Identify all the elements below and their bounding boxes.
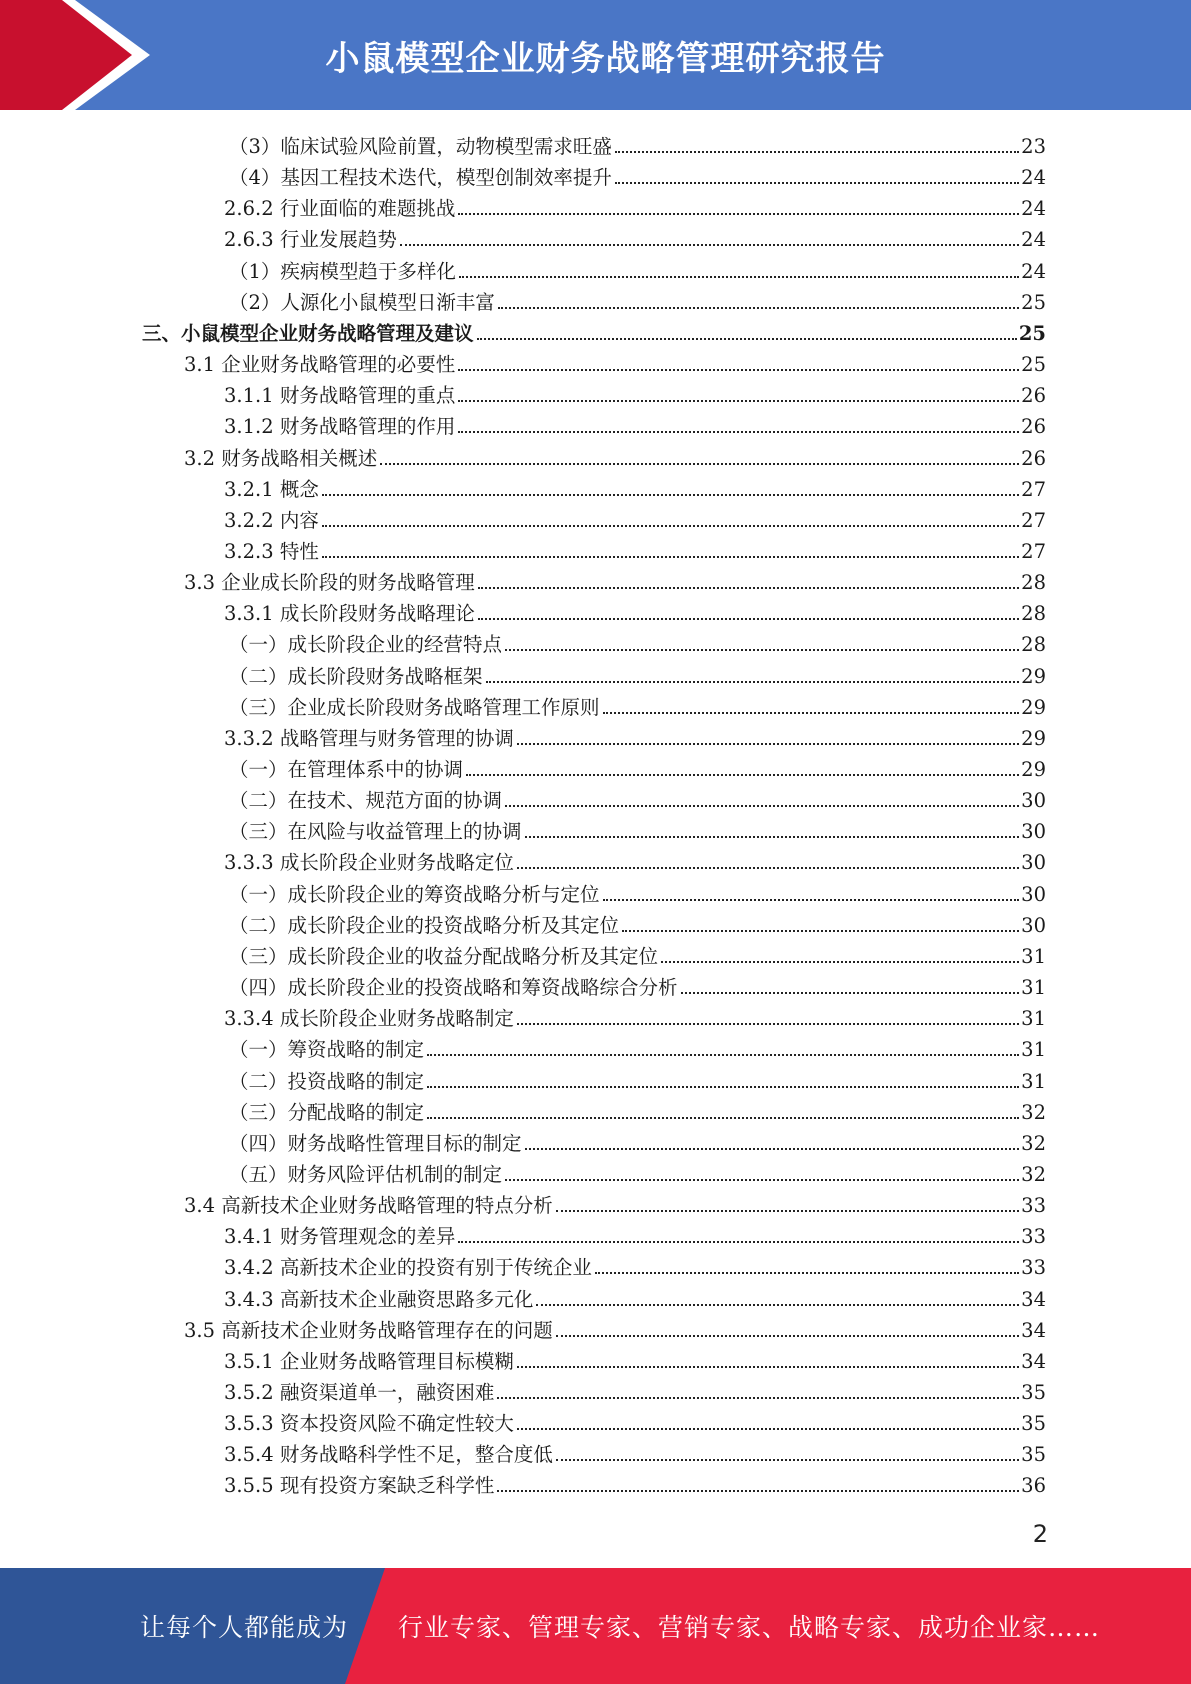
- toc-entry-page: 31: [1021, 1038, 1046, 1062]
- toc-entry-title: 3.2.2 内容: [224, 508, 319, 532]
- toc-entry-title: 3.5.2 融资渠道单一，融资困难: [224, 1381, 495, 1404]
- toc-entry-page: 23: [1021, 135, 1046, 158]
- toc-entry[interactable]: [224, 408, 1046, 439]
- toc-entry[interactable]: [229, 1094, 1046, 1125]
- toc-entry-title: （4）基因工程技术迭代，模型创制效率提升: [229, 166, 612, 190]
- toc-entry-page: 30: [1021, 851, 1046, 875]
- toc-entry[interactable]: [229, 253, 1046, 284]
- toc-entry-page: 32: [1021, 1131, 1046, 1155]
- toc-dot-leader: [517, 1428, 1019, 1430]
- toc-dot-leader: [615, 151, 1019, 153]
- toc-dot-leader: [380, 463, 1019, 465]
- toc-entry[interactable]: [229, 969, 1046, 1000]
- toc-entry[interactable]: [229, 626, 1046, 657]
- toc-entry-page: 28: [1021, 571, 1046, 595]
- toc-entry-page: 36: [1021, 1474, 1046, 1498]
- toc-entry-page: 24: [1021, 197, 1046, 221]
- toc-entry-title: （一）成长阶段企业的经营特点: [229, 633, 503, 657]
- toc-entry-page: 30: [1021, 789, 1046, 813]
- toc-entry-page: 26: [1021, 384, 1046, 408]
- toc-entry[interactable]: [224, 533, 1046, 564]
- toc-dot-leader: [622, 930, 1019, 932]
- toc-entry-title: （三）企业成长阶段财务战略管理工作原则: [229, 695, 600, 719]
- toc-entry-title: （五）财务风险评估机制的制定: [229, 1162, 503, 1186]
- toc-dot-leader: [458, 400, 1019, 402]
- toc-entry-page: 32: [1021, 1162, 1046, 1186]
- page-number: 2: [1032, 1520, 1048, 1548]
- toc-dot-leader: [556, 1459, 1019, 1461]
- toc-dot-leader: [517, 1366, 1019, 1368]
- toc-entry[interactable]: [224, 221, 1046, 252]
- toc-dot-leader: [525, 1148, 1020, 1150]
- toc-entry-page: 31: [1021, 976, 1046, 1000]
- toc-entry[interactable]: [229, 938, 1046, 969]
- toc-entry-title: 2.6.3 行业发展趋势: [224, 228, 397, 252]
- toc-entry-page: 35: [1021, 1443, 1046, 1467]
- toc-entry-title: 3.5.4 财务战略科学性不足，整合度低: [224, 1443, 553, 1467]
- toc-entry-title: （二）成长阶段企业的投资战略分析及其定位: [229, 913, 620, 937]
- toc-dot-leader: [603, 899, 1020, 901]
- toc-entry-page: 29: [1021, 758, 1046, 781]
- toc-entry[interactable]: [224, 502, 1046, 533]
- toc-entry-page: 35: [1021, 1381, 1046, 1404]
- toc-entry[interactable]: [229, 876, 1046, 907]
- toc-entry[interactable]: [224, 471, 1046, 502]
- toc-entry-title: 3.5.3 资本投资风险不确定性较大: [224, 1412, 514, 1436]
- toc-entry[interactable]: [229, 284, 1046, 315]
- toc-entry[interactable]: [224, 1436, 1046, 1467]
- toc-entry[interactable]: [184, 346, 1046, 377]
- toc-dot-leader: [556, 1210, 1019, 1212]
- toc-entry-title: 3.3 企业成长阶段的财务战略管理: [184, 571, 475, 595]
- toc-entry-title: 3.4.2 高新技术企业的投资有别于传统企业: [224, 1256, 592, 1280]
- toc-dot-leader: [525, 836, 1020, 838]
- toc-dot-leader: [478, 587, 1019, 589]
- toc-entry-page: 33: [1021, 1194, 1046, 1218]
- toc-entry-title: （二）投资战略的制定: [229, 1069, 425, 1093]
- toc-entry-page: 30: [1021, 820, 1046, 844]
- toc-entry-page: 34: [1021, 1287, 1046, 1311]
- page-footer: [0, 1568, 1191, 1684]
- toc-entry[interactable]: [224, 1000, 1046, 1031]
- toc-dot-leader: [458, 369, 1019, 371]
- toc-entry-page: 35: [1021, 1412, 1046, 1436]
- toc-dot-leader: [427, 1054, 1019, 1056]
- toc-entry-title: （二）成长阶段财务战略框架: [229, 664, 483, 688]
- toc-entry[interactable]: [224, 1218, 1046, 1249]
- toc-entry-page: 26: [1021, 446, 1046, 470]
- toc-entry-title: 3.2 财务战略相关概述: [184, 446, 378, 470]
- toc-entry-page: 33: [1021, 1256, 1046, 1280]
- toc-dot-leader: [427, 1086, 1019, 1088]
- toc-entry-title: 3.3.3 成长阶段企业财务战略定位: [224, 851, 514, 875]
- toc-dot-leader: [497, 1397, 1019, 1399]
- toc-entry-title: 3.1 企业财务战略管理的必要性: [184, 353, 456, 377]
- toc-dot-leader: [486, 681, 1020, 683]
- footer-slogan-right: 行业专家、管理专家、营销专家、战略专家、成功企业家……: [398, 1613, 1101, 1642]
- toc-entry-page: 29: [1021, 726, 1046, 750]
- toc-entry[interactable]: [229, 1125, 1046, 1156]
- toc-dot-leader: [322, 525, 1019, 527]
- toc-dot-leader: [681, 992, 1020, 994]
- toc-entry-title: 3.2.1 概念: [224, 477, 319, 501]
- toc-entry[interactable]: [184, 564, 1046, 595]
- toc-dot-leader: [458, 213, 1019, 215]
- toc-entry[interactable]: [229, 1156, 1046, 1187]
- toc-entry[interactable]: [224, 1343, 1046, 1374]
- toc-entry-title: 3.5 高新技术企业财务战略管理存在的问题: [184, 1318, 553, 1342]
- toc-entry[interactable]: [229, 128, 1046, 159]
- toc-dot-leader: [517, 743, 1019, 745]
- toc-dot-leader: [536, 1304, 1019, 1306]
- toc-entry[interactable]: [229, 159, 1046, 190]
- toc-entry-page: 27: [1021, 477, 1046, 501]
- toc-entry-page: 34: [1021, 1349, 1046, 1373]
- toc-entry[interactable]: [184, 1312, 1046, 1343]
- toc-entry-page: 34: [1021, 1318, 1046, 1342]
- toc-dot-leader: [478, 618, 1019, 620]
- toc-entry-title: （四）成长阶段企业的投资战略和筹资战略综合分析: [229, 976, 678, 1000]
- toc-entry[interactable]: [142, 315, 1046, 346]
- toc-dot-leader: [556, 1335, 1019, 1337]
- toc-entry[interactable]: [224, 1374, 1046, 1405]
- toc-entry[interactable]: [184, 440, 1046, 471]
- toc-dot-leader: [458, 431, 1019, 433]
- toc-entry-title: （2）人源化小鼠模型日渐丰富: [229, 290, 495, 314]
- toc-entry[interactable]: [224, 1281, 1046, 1312]
- toc-entry-title: （一）成长阶段企业的筹资战略分析与定位: [229, 882, 600, 906]
- toc-entry-page: 31: [1021, 1069, 1046, 1093]
- toc-entry-title: 3.2.3 特性: [224, 539, 319, 563]
- toc-entry-page: 25: [1018, 321, 1046, 345]
- toc-entry-title: （三）分配战略的制定: [229, 1100, 425, 1124]
- toc-entry-title: （1）疾病模型趋于多样化: [229, 259, 456, 283]
- toc-entry[interactable]: [224, 1405, 1046, 1436]
- toc-entry[interactable]: [229, 813, 1046, 844]
- toc-entry-title: 3.3.4 成长阶段企业财务战略制定: [224, 1007, 514, 1031]
- toc-entry-page: 24: [1021, 259, 1046, 283]
- toc-entry-page: 29: [1021, 695, 1046, 719]
- toc-dot-leader: [322, 494, 1019, 496]
- toc-entry-page: 27: [1021, 508, 1046, 532]
- toc-entry-page: 25: [1021, 353, 1046, 377]
- toc-dot-leader: [400, 244, 1019, 246]
- toc-dot-leader: [517, 1023, 1019, 1025]
- toc-entry-page: 24: [1021, 166, 1046, 190]
- toc-entry-title: 3.3.1 成长阶段财务战略理论: [224, 602, 475, 626]
- toc-entry[interactable]: [229, 1031, 1046, 1062]
- toc-entry-title: （三）在风险与收益管理上的协调: [229, 820, 522, 844]
- toc-entry[interactable]: [224, 1467, 1046, 1498]
- toc-dot-leader: [458, 1241, 1019, 1243]
- toc-entry-page: 24: [1021, 228, 1046, 252]
- toc-entry-title: （二）在技术、规范方面的协调: [229, 789, 503, 813]
- toc-entry-title: （3）临床试验风险前置，动物模型需求旺盛: [229, 135, 612, 158]
- toc-entry[interactable]: [224, 595, 1046, 626]
- toc-entry-title: 3.1.1 财务战略管理的重点: [224, 384, 456, 408]
- toc-dot-leader: [661, 961, 1019, 963]
- page-header: [0, 0, 1191, 110]
- toc-entry-page: 30: [1021, 882, 1046, 906]
- toc-entry[interactable]: [229, 751, 1046, 782]
- toc-entry-title: 3.4 高新技术企业财务战略管理的特点分析: [184, 1194, 553, 1218]
- toc-entry-page: 27: [1021, 539, 1046, 563]
- toc-entry-title: （一）在管理体系中的协调: [229, 758, 464, 781]
- toc-dot-leader: [459, 276, 1019, 278]
- toc-dot-leader: [498, 307, 1019, 309]
- toc-entry[interactable]: [224, 190, 1046, 221]
- toc-entry-page: 31: [1021, 944, 1046, 968]
- toc-dot-leader: [603, 712, 1020, 714]
- toc-dot-leader: [497, 1490, 1019, 1492]
- toc-entry-page: 29: [1021, 664, 1046, 688]
- toc-entry-title: 3.5.5 现有投资方案缺乏科学性: [224, 1474, 495, 1498]
- toc-entry-page: 28: [1021, 633, 1046, 657]
- toc-dot-leader: [505, 649, 1019, 651]
- toc-entry-page: 31: [1021, 1007, 1046, 1031]
- toc-entry[interactable]: [229, 1063, 1046, 1094]
- toc-entry-title: （三）成长阶段企业的收益分配战略分析及其定位: [229, 944, 659, 968]
- footer-slogan-left: 让每个人都能成为: [140, 1613, 349, 1642]
- toc-dot-leader: [595, 1272, 1019, 1274]
- toc-dot-leader: [615, 182, 1019, 184]
- toc-entry[interactable]: [229, 689, 1046, 720]
- toc-entry-title: 3.1.2 财务战略管理的作用: [224, 415, 456, 439]
- toc-entry[interactable]: [224, 1249, 1046, 1280]
- toc-dot-leader: [322, 556, 1019, 558]
- toc-entry[interactable]: [229, 782, 1046, 813]
- toc-dot-leader: [505, 1179, 1019, 1181]
- toc-dot-leader: [505, 805, 1019, 807]
- toc-entry-title: 3.3.2 战略管理与财务管理的协调: [224, 726, 514, 750]
- toc-entry-page: 26: [1021, 415, 1046, 439]
- toc-entry-page: 28: [1021, 602, 1046, 626]
- toc-entry[interactable]: [184, 1187, 1046, 1218]
- toc-dot-leader: [477, 338, 1017, 340]
- toc-entry[interactable]: [224, 377, 1046, 408]
- toc-dot-leader: [466, 774, 1019, 776]
- toc-entry[interactable]: [229, 907, 1046, 938]
- toc-entry-page: 25: [1021, 290, 1046, 314]
- toc-entry-title: 3.4.3 高新技术企业融资思路多元化: [224, 1287, 534, 1311]
- toc-entry-title: 三、小鼠模型企业财务战略管理及建议: [142, 321, 474, 345]
- toc-entry[interactable]: [229, 658, 1046, 689]
- toc-dot-leader: [427, 1117, 1019, 1119]
- toc-entry[interactable]: [224, 844, 1046, 875]
- toc-entry-title: 3.5.1 企业财务战略管理目标模糊: [224, 1349, 514, 1373]
- toc-entry-page: 32: [1021, 1100, 1046, 1124]
- toc-entry-title: 3.4.1 财务管理观念的差异: [224, 1225, 456, 1249]
- toc-entry-page: 30: [1021, 913, 1046, 937]
- toc-entry-title: 2.6.2 行业面临的难题挑战: [224, 197, 456, 221]
- toc-entry-page: 33: [1021, 1225, 1046, 1249]
- toc-entry-title: （一）筹资战略的制定: [229, 1038, 425, 1062]
- toc-entry-title: （四）财务战略性管理目标的制定: [229, 1131, 522, 1155]
- document-title: 小鼠模型企业财务战略管理研究报告: [325, 38, 886, 79]
- toc-entry[interactable]: [224, 720, 1046, 751]
- toc-dot-leader: [517, 867, 1019, 869]
